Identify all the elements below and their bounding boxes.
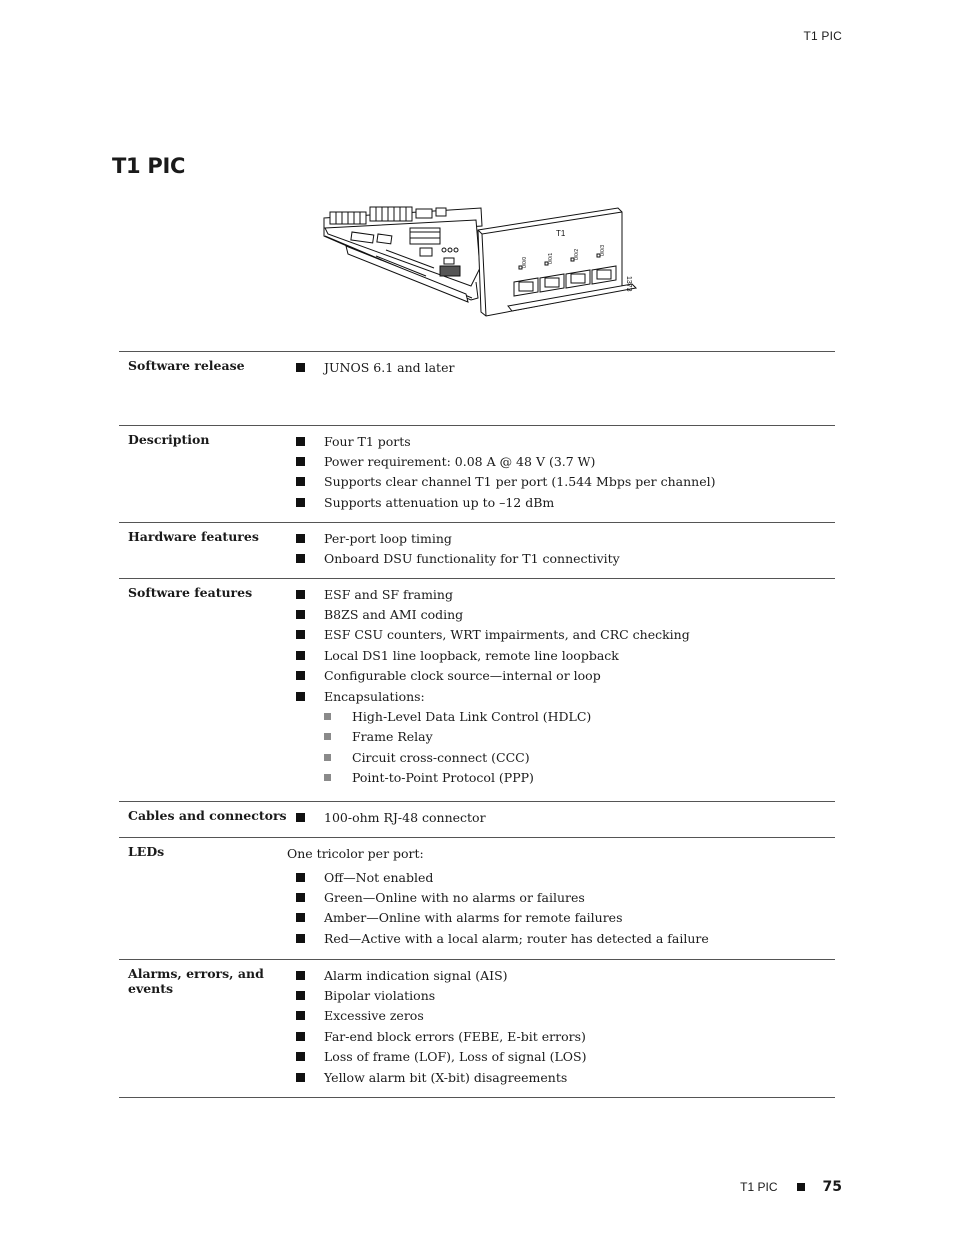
- list-item: Onboard DSU functionality for T1 connectivity: [287, 548, 835, 568]
- list-item: Four T1 ports: [287, 431, 835, 451]
- list-item: JUNOS 6.1 and later: [287, 357, 835, 377]
- bullet-icon: [296, 590, 305, 599]
- bullet-icon: [296, 363, 305, 372]
- port-label: 0/0/3: [600, 244, 606, 256]
- row-label: Hardware features: [128, 529, 259, 544]
- sub-bullet-icon: [324, 774, 331, 781]
- row-label: LEDs: [128, 844, 165, 859]
- bullet-icon: [296, 477, 305, 486]
- t1-pic-illustration: [316, 198, 646, 324]
- bullet-icon: [296, 534, 305, 543]
- running-header-title: T1 PIC: [803, 29, 842, 43]
- list-item: Bipolar violations: [287, 985, 835, 1005]
- bullet-icon: [296, 610, 305, 619]
- table-row-cables-and-connectors: [119, 802, 835, 838]
- row-label: Software features: [128, 585, 253, 600]
- list-item: Per-port loop timing: [287, 528, 835, 548]
- list-item: Red—Active with a local alarm; router has detected a failure: [287, 928, 835, 948]
- table-row-description: [119, 426, 835, 523]
- sub-list-item: High-Level Data Link Control (HDLC): [287, 706, 835, 726]
- sub-bullet-icon: [324, 713, 331, 720]
- bullet-icon: [296, 651, 305, 660]
- list-item: Local DS1 line loopback, remote line loopback: [287, 645, 835, 665]
- sub-list-item: Point-to-Point Protocol (PPP): [287, 768, 835, 788]
- port-label: 0/0/2: [574, 248, 580, 260]
- list-item: Loss of frame (LOF), Loss of signal (LOS): [287, 1047, 835, 1067]
- bullet-icon: [296, 692, 305, 701]
- row-label: Cables and connectors: [128, 808, 287, 823]
- list-item: ESF CSU counters, WRT impairments, and CRC checking: [287, 625, 835, 645]
- list-item: 100-ohm RJ-48 connector: [287, 807, 835, 827]
- bullet-icon: [296, 913, 305, 922]
- page-number: 75: [822, 1179, 842, 1195]
- sub-list-item: Frame Relay: [287, 727, 835, 747]
- sub-bullet-icon: [324, 754, 331, 761]
- table-row-software-features: [119, 579, 835, 802]
- bullet-icon: [296, 991, 305, 1000]
- list-item: B8ZS and AMI coding: [287, 604, 835, 624]
- bullet-icon: [296, 671, 305, 680]
- list-item: Alarm indication signal (AIS): [287, 965, 835, 985]
- bullet-icon: [296, 813, 305, 822]
- list-item: Supports attenuation up to –12 dBm: [287, 492, 835, 512]
- faceplate-label: T1: [556, 229, 566, 238]
- list-item: Configurable clock source—internal or loop: [287, 666, 835, 686]
- bullet-icon: [296, 1032, 305, 1041]
- list-item: Far-end block errors (FEBE, E-bit errors): [287, 1026, 835, 1046]
- bullet-icon: [296, 934, 305, 943]
- footer-section-label: T1 PIC: [740, 1180, 778, 1194]
- table-row-leds: [119, 838, 835, 960]
- bullet-icon: [296, 498, 305, 507]
- figure-number: 1373: [625, 276, 632, 292]
- bullet-icon: [296, 630, 305, 639]
- bullet-icon: [296, 893, 305, 902]
- footer-separator-icon: [797, 1183, 805, 1191]
- bullet-icon: [296, 457, 305, 466]
- list-item: Encapsulations:: [287, 686, 835, 706]
- list-item: Green—Online with no alarms or failures: [287, 887, 835, 907]
- list-item: Yellow alarm bit (X-bit) disagreements: [287, 1067, 835, 1087]
- list-item: Amber—Online with alarms for remote failures: [287, 908, 835, 928]
- bullet-icon: [296, 971, 305, 980]
- table-row-software-release: [119, 352, 835, 426]
- port-label: 0/0/0: [522, 256, 528, 268]
- port-label: 0/0/1: [548, 252, 554, 264]
- bullet-icon: [296, 437, 305, 446]
- page-footer: [740, 1179, 842, 1195]
- row-label: Description: [128, 432, 210, 447]
- bullet-icon: [296, 1052, 305, 1061]
- table-row-alarms-errors-events: [119, 960, 835, 1098]
- sub-list-item: Circuit cross-connect (CCC): [287, 747, 835, 767]
- page-title: T1 PIC: [112, 154, 186, 178]
- list-item: Power requirement: 0.08 A @ 48 V (3.7 W): [287, 451, 835, 471]
- list-item: Supports clear channel T1 per port (1.544 Mbps per channel): [287, 472, 835, 492]
- row-label: Software release: [128, 358, 245, 373]
- list-item: Excessive zeros: [287, 1006, 835, 1026]
- list-item: Off—Not enabled: [287, 867, 835, 887]
- bullet-icon: [296, 1011, 305, 1020]
- bullet-icon: [296, 873, 305, 882]
- row-label: Alarms, errors, and events: [128, 966, 264, 996]
- bullet-icon: [296, 1073, 305, 1082]
- table-row-hardware-features: [119, 523, 835, 579]
- leds-intro-text: One tricolor per port:: [287, 845, 424, 861]
- bullet-icon: [296, 554, 305, 563]
- sub-bullet-icon: [324, 733, 331, 740]
- list-item: ESF and SF framing: [287, 584, 835, 604]
- specifications-table: [119, 351, 835, 1098]
